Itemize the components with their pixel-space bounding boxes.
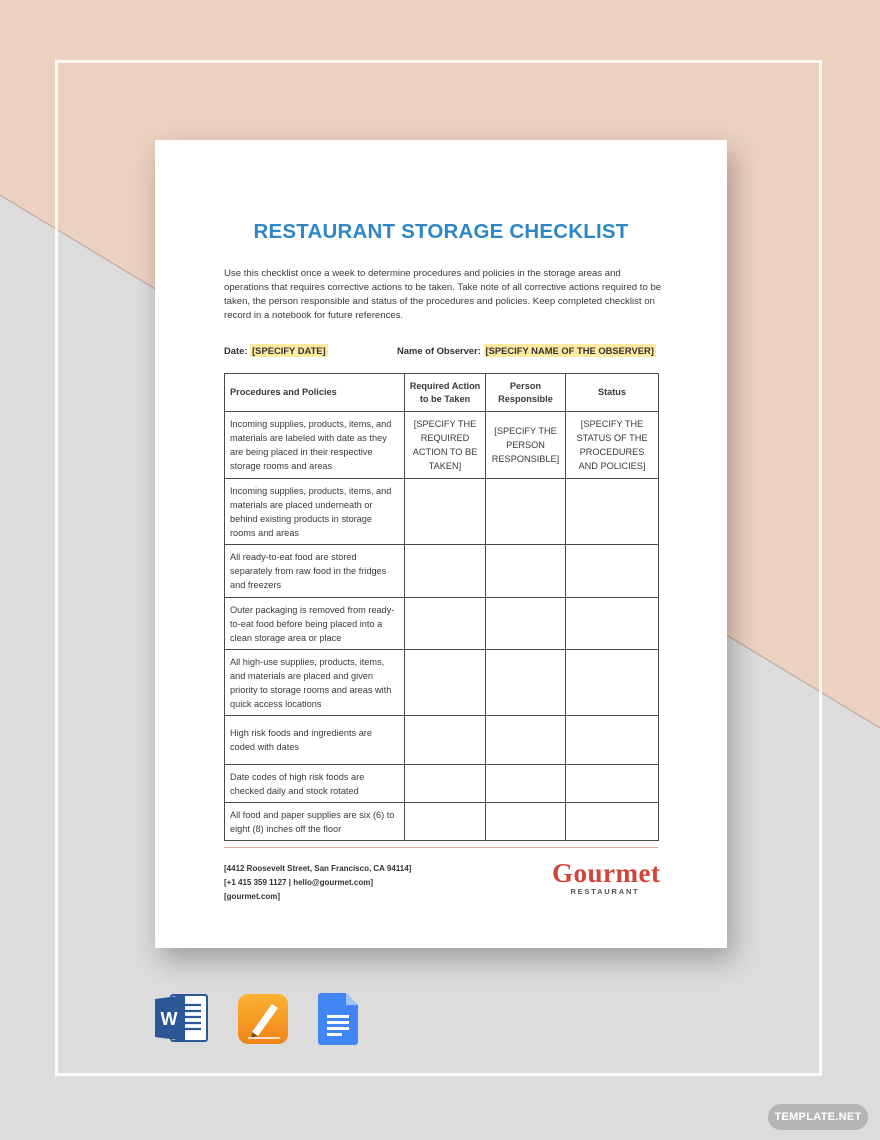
header-status: Status — [566, 374, 659, 412]
table-row — [225, 598, 659, 650]
procedure-cell: Outer packaging is removed from ready-to-eat food before being placed into a clean storage area or place — [225, 598, 405, 650]
table-row — [225, 803, 659, 841]
footer-contact-block — [224, 862, 411, 904]
action-cell: [SPECIFY THE REQUIRED ACTION TO BE TAKEN] — [405, 412, 486, 479]
status-cell — [566, 803, 659, 841]
header-action: Required Action to be Taken — [405, 374, 486, 412]
status-cell — [566, 765, 659, 803]
procedure-cell: All ready-to-eat food are stored separately from raw food in the fridges and freezers — [225, 545, 405, 598]
date-field — [224, 345, 328, 356]
person-cell — [486, 650, 566, 716]
template-net-badge[interactable]: TEMPLATE.NET — [768, 1104, 868, 1130]
status-cell: [SPECIFY THE STATUS OF THE PROCEDURES AND POLICIES] — [566, 412, 659, 479]
status-cell — [566, 598, 659, 650]
table-row — [225, 650, 659, 716]
intro-paragraph: Use this checklist once a week to determine procedures and policies in the storage areas and operations that requires corrective actions to be taken. Take note of all corrective actions required to be taken, the person responsible and status of the procedures and policies. Keep completed checklist on record in a notebook for future references. — [224, 268, 662, 321]
action-cell — [405, 765, 486, 803]
header-person: Person Responsible — [486, 374, 566, 412]
action-cell — [405, 650, 486, 716]
date-label: Date: — [224, 345, 248, 356]
table-row — [225, 545, 659, 598]
table-row — [225, 716, 659, 765]
pages-icon[interactable] — [238, 994, 288, 1044]
status-cell — [566, 650, 659, 716]
person-cell — [486, 765, 566, 803]
footer-contact: [+1 415 359 1127 | hello@gourmet.com] — [224, 878, 373, 887]
person-cell: [SPECIFY THE PERSON RESPONSIBLE] — [486, 412, 566, 479]
table-row — [225, 412, 659, 479]
table-row — [225, 765, 659, 803]
table-row — [225, 479, 659, 545]
checklist-table — [224, 373, 659, 841]
logo-name: Gourmet — [552, 858, 661, 888]
procedure-cell: Incoming supplies, products, items, and materials are labeled with date as they are being placed in their respective storage rooms and areas — [225, 412, 405, 479]
action-cell — [405, 598, 486, 650]
action-cell — [405, 803, 486, 841]
action-cell — [405, 545, 486, 598]
status-cell — [566, 479, 659, 545]
status-cell — [566, 545, 659, 598]
date-value: [SPECIFY DATE] — [252, 345, 326, 356]
person-cell — [486, 716, 566, 765]
procedure-cell: All high-use supplies, products, items, and materials are placed and given priority to storage rooms and areas with quick access locations — [225, 650, 405, 716]
person-cell — [486, 598, 566, 650]
person-cell — [486, 545, 566, 598]
gourmet-logo — [552, 858, 661, 896]
status-cell — [566, 716, 659, 765]
header-procedures: Procedures and Policies — [225, 374, 405, 412]
procedure-cell: High risk foods and ingredients are coded with dates — [225, 716, 405, 765]
footer-address: [4412 Roosevelt Street, San Francisco, CA 94114] — [224, 864, 412, 873]
table-header-row — [225, 374, 659, 412]
observer-value: [SPECIFY NAME OF THE OBSERVER] — [485, 345, 654, 356]
procedure-cell: Incoming supplies, products, items, and materials are placed underneath or behind existing products in storage rooms and areas — [225, 479, 405, 545]
word-icon[interactable] — [155, 993, 209, 1043]
observer-field — [397, 345, 656, 356]
person-cell — [486, 479, 566, 545]
procedure-cell: Date codes of high risk foods are checked daily and stock rotated — [225, 765, 405, 803]
action-cell — [405, 479, 486, 545]
logo-subtitle: RESTAURANT — [570, 887, 640, 896]
footer-divider — [224, 847, 658, 848]
observer-label: Name of Observer: — [397, 345, 481, 356]
procedure-cell: All food and paper supplies are six (6) to eight (8) inches off the floor — [225, 803, 405, 841]
word-letter: W — [160, 1009, 178, 1029]
action-cell — [405, 716, 486, 765]
person-cell — [486, 803, 566, 841]
footer-website: [gourmet.com] — [224, 892, 280, 901]
document-page — [155, 140, 727, 948]
docs-icon[interactable] — [318, 993, 358, 1045]
document-title: RESTAURANT STORAGE CHECKLIST — [253, 220, 629, 243]
